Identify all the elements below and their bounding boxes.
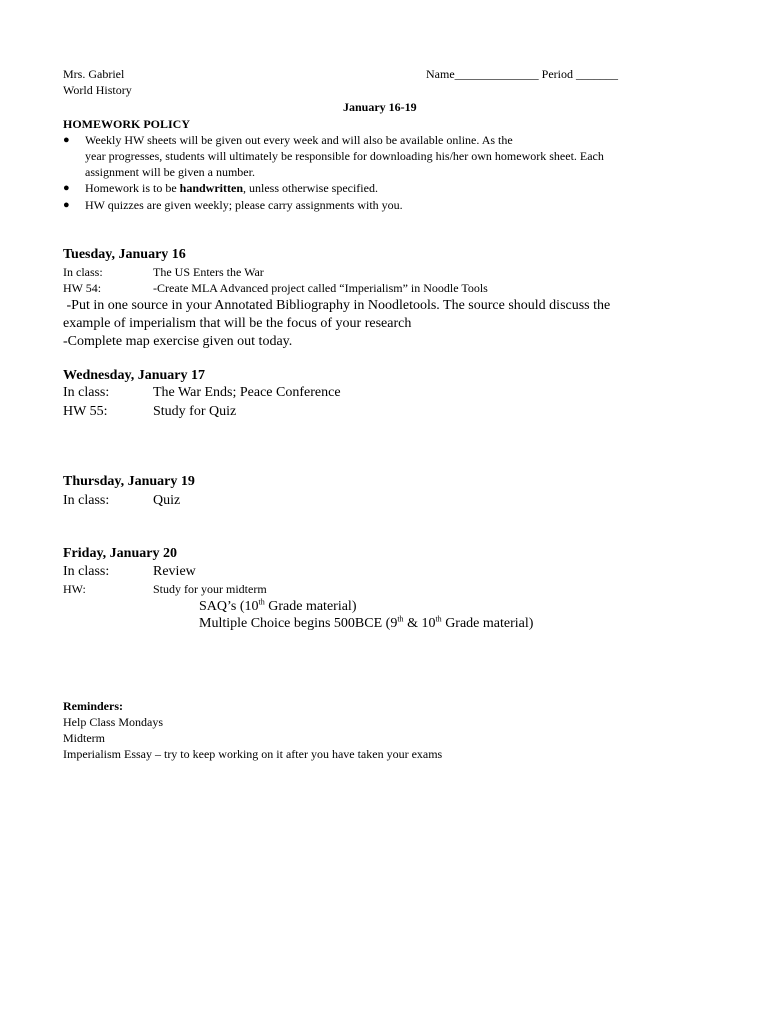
date-range: January 16-19 (343, 100, 417, 114)
policy-bullet-1-line-2: year progresses, students will ultimately be responsible for downloading his/her own homework sheet. Each (85, 149, 604, 163)
bullet-icon: ● (63, 134, 70, 146)
friday-mc-pre: Multiple Choice begins 500BCE (9 (199, 616, 398, 631)
friday-hw-row (0, 581, 770, 597)
policy-heading: HOMEWORK POLICY (63, 117, 191, 131)
bullet-icon: ● (63, 182, 70, 194)
policy-bullet-2 (63, 180, 723, 196)
policy-bullet-1 (63, 132, 723, 180)
friday-inclass-label: In class: (63, 564, 110, 579)
wednesday-hw-label: HW 55: (63, 404, 108, 419)
thursday-inclass-value: Quiz (153, 493, 181, 508)
reminder-item-3: Imperialism Essay – try to keep working on it after you have taken your exams (63, 747, 443, 761)
tuesday-extra-line-2: example of imperialism that will be the focus of your research (63, 316, 412, 331)
name-period-field: Name______________ Period _______ (426, 67, 618, 81)
policy-bullet-2-post: , unless otherwise specified. (243, 181, 378, 195)
wednesday-heading: Wednesday, January 17 (63, 368, 205, 383)
tuesday-hw-row (0, 280, 770, 296)
policy-bullet-3-text: HW quizzes are given weekly; please carry assignments with you. (85, 198, 403, 212)
tuesday-extra-line-1: -Put in one source in your Annotated Bibliography in Noodletools. The source should discuss the (63, 298, 611, 313)
friday-heading: Friday, January 20 (63, 546, 177, 561)
reminder-item-1: Help Class Mondays (63, 715, 163, 729)
wednesday-hw-row (0, 403, 770, 421)
friday-mc-line (199, 615, 533, 633)
wednesday-inclass-value: The War Ends; Peace Conference (153, 385, 341, 400)
friday-inclass-value: Review (153, 564, 196, 579)
tuesday-inclass-label: In class: (63, 265, 103, 279)
friday-inclass-row (0, 563, 770, 581)
policy-bullet-1-line-3: assignment will be given a number. (85, 165, 255, 179)
wednesday-hw-value: Study for Quiz (153, 404, 237, 419)
reminders-heading: Reminders: (63, 699, 123, 713)
thursday-heading: Thursday, January 19 (63, 474, 195, 489)
friday-mc-sup-2: th (435, 614, 442, 624)
tuesday-extra-line-3: -Complete map exercise given out today. (63, 334, 293, 349)
friday-saq-post: Grade material) (264, 599, 357, 614)
policy-bullet-3 (63, 197, 723, 213)
policy-bullet-2-bold: handwritten (179, 181, 243, 195)
tuesday-inclass-row (0, 264, 770, 280)
thursday-inclass-label: In class: (63, 493, 110, 508)
friday-mc-mid: & 10 (403, 616, 436, 631)
policy-bullet-1-line-1: Weekly HW sheets will be given out every week and will also be available online. As the (85, 133, 513, 147)
friday-saq-line (199, 598, 356, 616)
course-name: World History (63, 83, 132, 97)
teacher-name: Mrs. Gabriel (63, 67, 125, 81)
tuesday-heading: Tuesday, January 16 (63, 247, 186, 262)
policy-bullet-2-pre: Homework is to be (85, 181, 180, 195)
friday-mc-post: Grade material) (441, 616, 534, 631)
friday-saq-pre: SAQ’s (10 (199, 599, 259, 614)
wednesday-inclass-label: In class: (63, 385, 110, 400)
friday-mc-sup-1: th (397, 614, 404, 624)
friday-hw-label: HW: (63, 582, 86, 596)
policy-bullet-2-text (85, 180, 378, 196)
wednesday-inclass-row (0, 384, 770, 402)
friday-saq-sup: th (258, 597, 265, 607)
tuesday-hw-label: HW 54: (63, 281, 102, 295)
bullet-icon: ● (63, 199, 70, 211)
tuesday-hw-value: -Create MLA Advanced project called “Imperialism” in Noodle Tools (153, 281, 488, 295)
tuesday-inclass-value: The US Enters the War (153, 265, 264, 279)
reminder-item-2: Midterm (63, 731, 105, 745)
thursday-inclass-row (0, 492, 770, 510)
friday-hw-value: Study for your midterm (153, 582, 267, 596)
